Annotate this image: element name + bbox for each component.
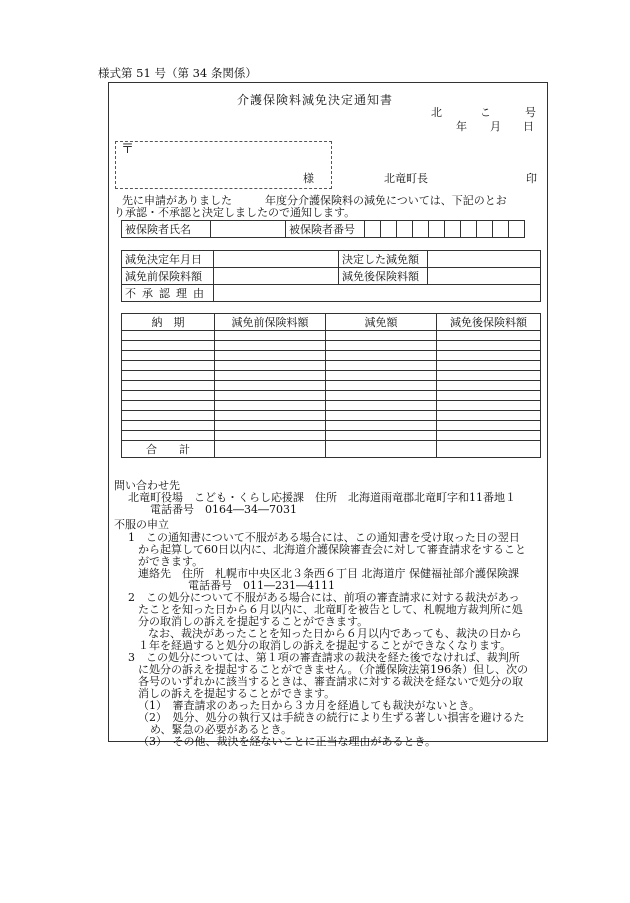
date-year: 年 (456, 120, 467, 133)
table-cell (122, 331, 215, 341)
insured-number-digit (493, 221, 509, 238)
after-amount-label: 減免後保険料額 (339, 268, 428, 285)
appeal-line: 各号のいずれかに該当するときは、審査請求に対する裁決を経ないで処分の取 (138, 675, 523, 688)
table-cell (122, 351, 215, 361)
table-cell (122, 341, 215, 351)
table-row (122, 411, 541, 421)
appeal-line: 1 この通知書について不服がある場合には、この通知書を受け取った日の翌日 (128, 531, 520, 544)
table-cell (437, 391, 541, 401)
table-cell (326, 351, 437, 361)
appeal-line: （1） 審査請求のあった日から３カ月を経過しても裁決がないとき。 (138, 699, 480, 712)
contact-line-2: 電話番号 0164―34―7031 (150, 503, 297, 516)
decision-amount-label: 決定した減免額 (339, 251, 428, 268)
insured-number-digit (397, 221, 413, 238)
total-after (437, 441, 541, 458)
table-cell (215, 381, 326, 391)
insured-number-digit (429, 221, 445, 238)
issuer-name: 北竜町長 (384, 172, 428, 185)
contact-heading: 問い合わせ先 (114, 479, 180, 492)
table-cell (326, 411, 437, 421)
table-cell (215, 371, 326, 381)
number-north: 北 (431, 106, 442, 119)
table-cell (437, 421, 541, 431)
decision-amount-value (428, 251, 541, 268)
table-row (122, 391, 541, 401)
before-amount-value (214, 268, 339, 285)
table-cell (122, 431, 215, 441)
appeal-line: 消しの訴えを提起することができます。 (138, 687, 336, 700)
appeal-line: から起算して60日以内に、北海道介護保険審査会に対して審査請求をすること (138, 543, 526, 556)
total-before (215, 441, 326, 458)
insured-number-label: 被保険者番号 (286, 221, 365, 238)
table-cell (437, 331, 541, 341)
table-cell (122, 411, 215, 421)
table-cell (122, 361, 215, 371)
form-number: 様式第 51 号（第 34 条関係） (98, 66, 257, 80)
seal-mark: 印 (526, 172, 537, 185)
insured-number-digit (365, 221, 381, 238)
table-cell (326, 331, 437, 341)
address-box (115, 141, 332, 189)
appeal-line: （2） 処分、処分の執行又は手続きの続行により生ずる著しい損害を避けるた (138, 711, 525, 724)
table-row (122, 421, 541, 431)
table-cell (215, 361, 326, 371)
number-ko: こ (480, 106, 491, 119)
table-cell (326, 361, 437, 371)
table-cell (437, 361, 541, 371)
col-header-reduction: 減免額 (326, 314, 437, 331)
decision-date-value (214, 251, 339, 268)
table-cell (437, 351, 541, 361)
insured-number-digit (509, 221, 525, 238)
table-row (122, 381, 541, 391)
table-cell (437, 371, 541, 381)
appeal-line: （3） その他、裁決を経ないことに正当な理由があるとき。 (138, 735, 437, 748)
col-header-before: 減免前保険料額 (215, 314, 326, 331)
after-amount-value (428, 268, 541, 285)
table-cell (122, 401, 215, 411)
appeal-heading: 不服の申立 (114, 518, 169, 531)
table-cell (437, 381, 541, 391)
table-cell (215, 341, 326, 351)
intro-line-2: り承認・不承認と決定しましたので通知します。 (114, 206, 356, 219)
table-cell (215, 421, 326, 431)
appeal-line: 連絡先 住所 札幌市中央区北３条西６丁目 北海道庁 保健福祉部介護保険課 (138, 567, 519, 580)
insured-number-digit (445, 221, 461, 238)
document-title: 介護保険料減免決定通知書 (236, 93, 393, 107)
table-cell (326, 421, 437, 431)
intro-line-1: 先に申請がありました 年度分介護保険料の減免については、下記のとお (122, 194, 507, 207)
table-cell (215, 401, 326, 411)
table-cell (437, 401, 541, 411)
table-cell (215, 411, 326, 421)
before-amount-label: 減免前保険料額 (122, 268, 214, 285)
table-cell (215, 351, 326, 361)
table-cell (215, 391, 326, 401)
appeal-line: に処分の訴えを提起することができません。（介護保険法第196条）但し、次の (138, 663, 529, 676)
total-reduction (326, 441, 437, 458)
table-row (122, 401, 541, 411)
table-cell (326, 431, 437, 441)
table-cell (122, 391, 215, 401)
table-cell (122, 371, 215, 381)
appeal-line: 電話番号 011―231―4111 (188, 579, 335, 592)
contact-line-1: 北竜町役場 こども・くらし応援課 住所 北海道雨竜郡北竜町字和11番地１ (128, 491, 516, 504)
insured-number-digit (413, 221, 429, 238)
table-row (122, 351, 541, 361)
appeal-line: たことを知った日から６月以内に、北竜町を被告として、札幌地方裁判所に処 (138, 603, 523, 616)
table-row (122, 331, 541, 341)
decision-date-label: 減免決定年月日 (122, 251, 214, 268)
table-cell (437, 411, 541, 421)
table-cell (122, 421, 215, 431)
insured-table (121, 220, 525, 238)
reject-reason-label: 不承認理由 (122, 285, 214, 302)
total-label: 合 計 (122, 441, 215, 458)
table-cell (215, 431, 326, 441)
col-header-after: 減免後保険料額 (437, 314, 541, 331)
table-cell (437, 341, 541, 351)
appeal-line: なお、裁決があったことを知った日から６月以内であっても、裁決の日から (148, 627, 522, 640)
payments-table (121, 313, 541, 458)
table-row (122, 431, 541, 441)
number-go: 号 (525, 106, 536, 119)
date-month: 月 (490, 120, 501, 133)
table-cell (437, 431, 541, 441)
insured-name-label: 被保険者氏名 (122, 221, 211, 238)
table-cell (326, 341, 437, 351)
table-cell (326, 381, 437, 391)
decision-table (121, 250, 541, 302)
table-cell (326, 401, 437, 411)
postal-mark: 〒 (121, 142, 135, 157)
table-row (122, 361, 541, 371)
table-cell (215, 331, 326, 341)
addressee-sama: 様 (303, 172, 314, 185)
appeal-line: め、緊急の必要があるとき。 (150, 723, 293, 736)
date-day: 日 (523, 120, 534, 133)
appeal-line: 3 この処分については、第１項の審査請求の裁決を経た後でなければ、裁判所 (128, 651, 520, 664)
insured-number-digit (381, 221, 397, 238)
table-row (122, 371, 541, 381)
appeal-line: 2 この処分について不服がある場合には、前項の審査請求に対する裁決があっ (128, 591, 520, 604)
table-cell (122, 381, 215, 391)
appeal-line: １年を経過すると処分の取消しの訴えを提起することができなくなります。 (138, 639, 512, 652)
insured-number-digit (477, 221, 493, 238)
reject-reason-value (214, 285, 541, 302)
insured-name-value (211, 221, 286, 238)
insured-number-digit (461, 221, 477, 238)
appeal-line: ができます。 (138, 555, 204, 568)
col-header-due: 納 期 (122, 314, 215, 331)
appeal-line: 分の取消しの訴えを提起することができます。 (138, 615, 369, 628)
table-row (122, 341, 541, 351)
table-cell (326, 371, 437, 381)
table-cell (326, 391, 437, 401)
